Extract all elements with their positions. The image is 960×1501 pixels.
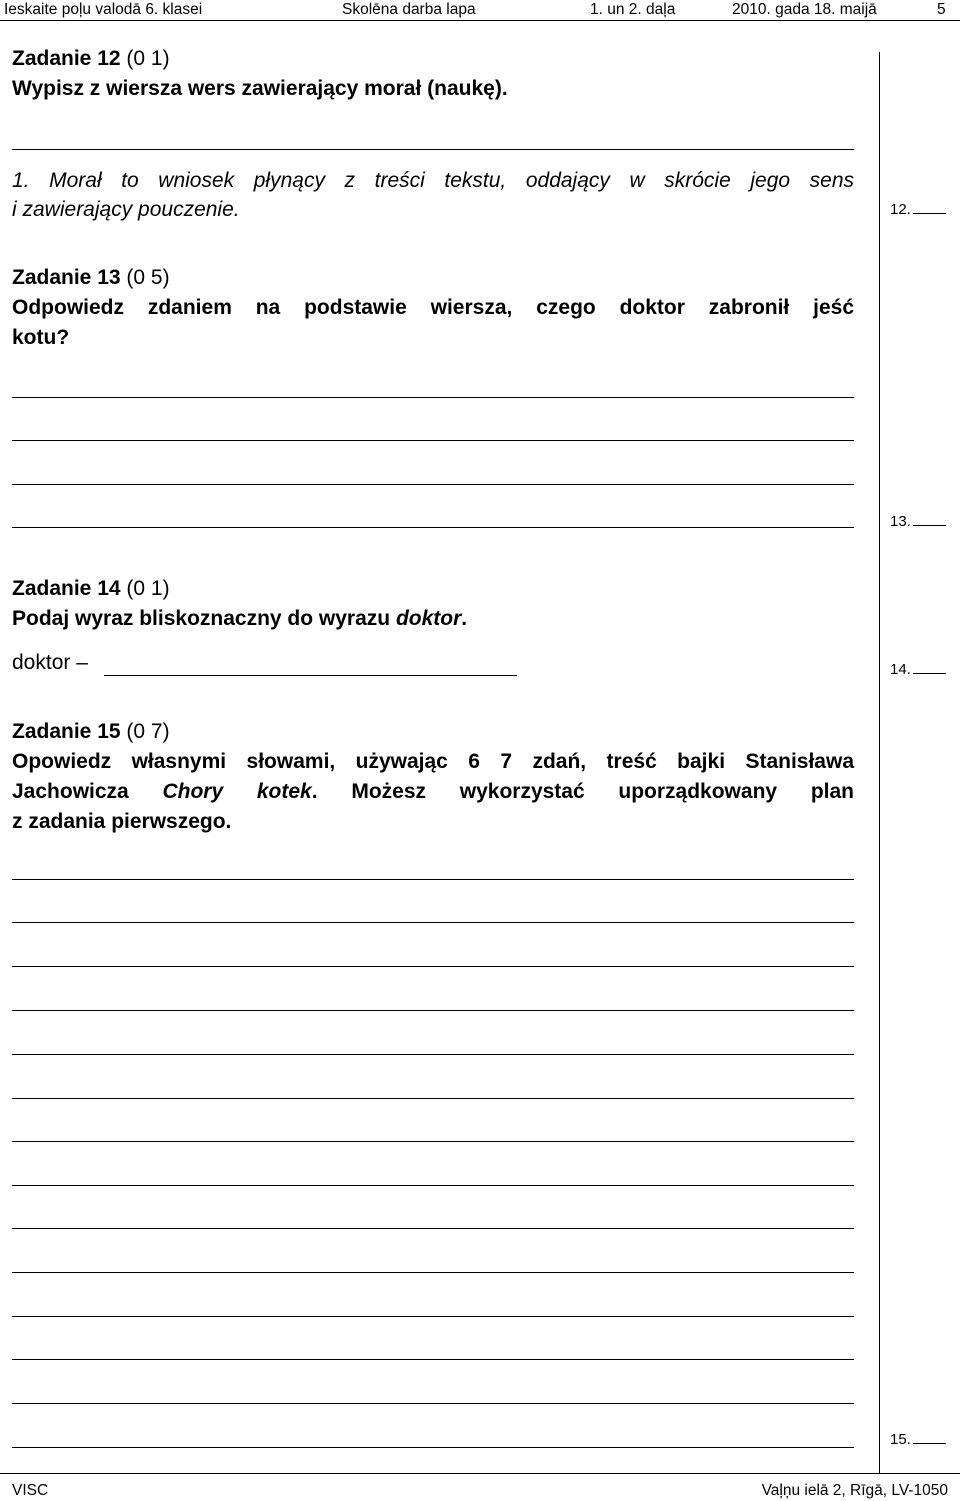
score-column-divider: [879, 52, 880, 1473]
answer-line[interactable]: [12, 149, 854, 150]
answer-line[interactable]: [12, 397, 854, 398]
score-blank[interactable]: [913, 513, 946, 526]
task15-heading: [12, 717, 170, 747]
task14-score-box[interactable]: [890, 661, 946, 679]
answer-line[interactable]: [12, 966, 854, 967]
task13-prompt-line2: kotu?: [12, 326, 70, 349]
task14-score-label: 14.: [890, 661, 911, 678]
header-page-number: 5: [937, 1, 946, 18]
task12-score-box[interactable]: [890, 201, 946, 219]
answer-line[interactable]: [12, 879, 854, 880]
task13-points: (0 5): [126, 266, 170, 289]
task13-title: Zadanie 13: [12, 266, 121, 289]
answer-line[interactable]: [12, 440, 854, 441]
answer-line[interactable]: [12, 1098, 854, 1099]
task14-answer-line[interactable]: [104, 675, 517, 676]
answer-line[interactable]: [12, 1010, 854, 1011]
task12-score-label: 12.: [890, 201, 911, 218]
answer-line[interactable]: [12, 1359, 854, 1360]
answer-line[interactable]: [12, 1447, 854, 1448]
task12-points: (0 1): [126, 47, 170, 70]
task15-prompt-line2: Jachowicza Chory kotek. Możesz wykorzystać uporządkowany plan: [12, 780, 854, 803]
task12-title: Zadanie 12: [12, 47, 121, 70]
header-part: 1. un 2. daļa: [590, 1, 676, 18]
task13-heading: [12, 263, 170, 293]
answer-line[interactable]: [12, 1228, 854, 1229]
answer-line[interactable]: [12, 484, 854, 485]
task14-title: Zadanie 14: [12, 577, 121, 600]
task13-score-label: 13.: [890, 513, 911, 530]
footer-address: Vaļņu ielā 2, Rīgā, LV-1050: [761, 1482, 948, 1499]
score-blank[interactable]: [913, 661, 946, 674]
header-divider: [0, 20, 960, 21]
footer-divider: [0, 1473, 960, 1474]
score-blank[interactable]: [913, 201, 946, 214]
task15-score-box[interactable]: [890, 1431, 946, 1449]
task14-prompt: Podaj wyraz bliskoznaczny do wyrazu doktor.: [12, 607, 468, 630]
answer-line[interactable]: [12, 1316, 854, 1317]
task12-note-line2: i zawierający pouczenie.: [12, 198, 240, 221]
answer-line[interactable]: [12, 1272, 854, 1273]
answer-line[interactable]: [12, 1141, 854, 1142]
task15-points: (0 7): [126, 720, 170, 743]
footer-organization: VISC: [12, 1482, 49, 1499]
score-blank[interactable]: [913, 1431, 946, 1444]
answer-line[interactable]: [12, 1054, 854, 1055]
header-subject: Ieskaite poļu valodā 6. klasei: [4, 1, 203, 18]
answer-line[interactable]: [12, 1403, 854, 1404]
header-worksheet: Skolēna darba lapa: [342, 1, 476, 18]
task14-answer-prefix: doktor –: [12, 651, 88, 674]
task13-prompt-line1: Odpowiedz zdaniem na podstawie wiersza, czego doktor zabronił jeść: [12, 296, 854, 319]
task15-score-label: 15.: [890, 1431, 911, 1448]
task14-points: (0 1): [126, 577, 170, 600]
task15-prompt-line3: z zadania pierwszego.: [12, 810, 232, 833]
answer-line[interactable]: [12, 1185, 854, 1186]
task15-title: Zadanie 15: [12, 720, 121, 743]
task12-prompt: Wypisz z wiersza wers zawierający morał (naukę).: [12, 77, 508, 100]
task15-prompt-line1: Opowiedz własnymi słowami, używając 6 7 zdań, treść bajki Stanisława: [12, 750, 854, 773]
answer-line[interactable]: [12, 527, 854, 528]
task12-heading: [12, 44, 170, 74]
task14-heading: [12, 574, 170, 604]
task12-note-line1: 1. Morał to wniosek płynący z treści tekstu, oddający w skrócie jego sens: [12, 169, 854, 192]
answer-line[interactable]: [12, 922, 854, 923]
task13-score-box[interactable]: [890, 513, 946, 531]
header-date: 2010. gada 18. maijā: [732, 1, 877, 18]
